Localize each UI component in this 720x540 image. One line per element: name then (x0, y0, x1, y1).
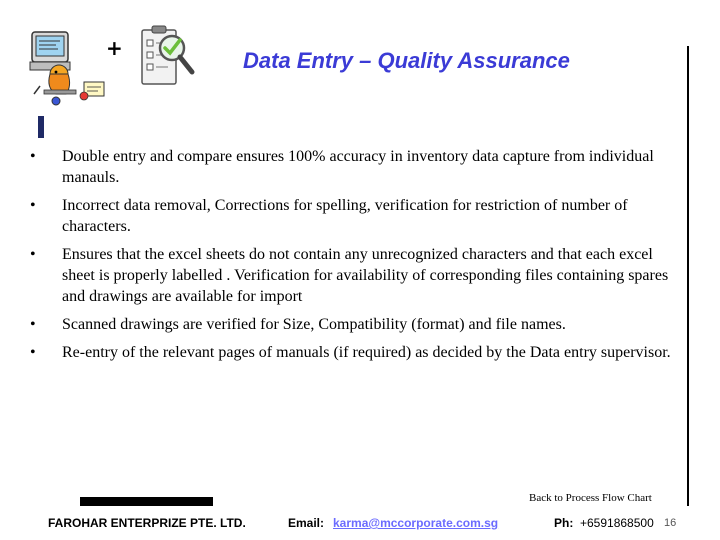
bullet-item (30, 146, 675, 188)
footer-phone: +6591868500 (580, 516, 654, 530)
bullet-dot: • (30, 148, 36, 165)
footer (48, 516, 688, 532)
bullet-text: Incorrect data removal, Corrections for spelling, verification for restriction of number of characters. (62, 197, 628, 235)
footer-phone-label: Ph: (554, 516, 574, 530)
bullet-list (30, 146, 675, 370)
right-vertical-rule (687, 46, 689, 506)
back-to-flow-chart-link[interactable]: Back to Process Flow Chart (529, 492, 652, 504)
footer-company: FAROHAR ENTERPRIZE PTE. LTD. (48, 516, 246, 530)
plus-sign: + (106, 36, 123, 60)
slide-title: Data Entry – Quality Assurance (243, 48, 570, 73)
left-accent-bar (38, 116, 44, 138)
bullet-item (30, 195, 675, 237)
bullet-item (30, 314, 675, 335)
bullet-item (30, 342, 675, 363)
bullet-dot: • (30, 197, 36, 214)
bullet-text: Double entry and compare ensures 100% accuracy in inventory data capture from individual manauls. (62, 148, 654, 186)
bullet-text: Re-entry of the relevant pages of manuals (if required) as decided by the Data entry supervisor. (62, 344, 671, 361)
computer-clipart-icon (26, 28, 108, 106)
bottom-black-bar (80, 497, 213, 506)
bullet-dot: • (30, 344, 36, 361)
footer-email-link[interactable]: karma@mccorporate.com.sg (333, 516, 499, 530)
footer-email-label: Email: (288, 516, 325, 530)
bullet-dot: • (30, 246, 36, 263)
bullet-text: Ensures that the excel sheets do not contain any unrecognized characters and that each excel sheet is properly labelled . Verification for availability of corresponding files containing spares and drawings are available for import (62, 246, 669, 305)
bullet-item (30, 244, 675, 307)
checklist-magnifier-icon (138, 24, 196, 92)
bullet-dot: • (30, 316, 36, 333)
page-number: 16 (664, 517, 677, 529)
bullet-text: Scanned drawings are verified for Size, Compatibility (format) and file names. (62, 316, 566, 333)
